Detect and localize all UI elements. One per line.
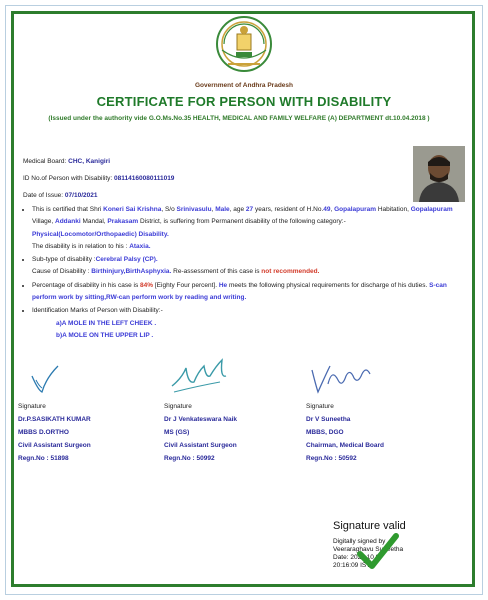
signatory-designation: Civil Assistant Surgeon — [18, 442, 91, 449]
relation-label: The disability is in relation to his : — [32, 242, 128, 250]
text: Mandal, — [82, 218, 106, 226]
text: years, resident of H.No. — [254, 206, 324, 213]
signatory-name: Dr J Venkateswara Naik — [164, 416, 237, 423]
signature-line: 20:16:09 IST — [333, 562, 371, 569]
physical-requirements: S-can perform work by sitting,RW-can perform work by reading and writing. — [32, 281, 447, 302]
relation-value: Ataxia. — [129, 242, 151, 250]
signatory-degree: MBBS D.ORTHO — [18, 429, 69, 436]
pwd-id-label: ID No.of Person with Disability: — [23, 175, 113, 182]
text: , — [211, 206, 214, 213]
signatory-designation: Chairman, Medical Board — [306, 442, 385, 449]
certificate-page — [5, 5, 483, 595]
text: , S/o — [161, 206, 175, 213]
signatory-name: Dr.P.SASIKATH KUMAR — [18, 416, 91, 423]
mandal: Addanki — [55, 218, 81, 226]
certificate-subtitle: (Issued under the authority vide G.O.Ms.No.35 HEALTH, MEDICAL AND FAMILY WELFARE (A) DEPARTMENT dt.10.04.2018 ) — [48, 115, 430, 122]
text: [Eighty Four percent]. — [154, 281, 218, 289]
signatory-regn: Regn.No : 51898 — [18, 455, 69, 462]
text: Habitation, — [377, 206, 409, 213]
text: , age — [229, 206, 245, 213]
certificate-body — [20, 204, 460, 343]
signature-line: Veeraraghavu Suneetha — [333, 546, 404, 553]
disability-category: Physical(Locomotor/Orthopaedic) Disability. — [32, 230, 169, 238]
village: Gopalapuram — [410, 206, 453, 213]
marks-label: Identification Marks of Person with Disability:- — [32, 307, 163, 315]
signatory-regn: Regn.No : 50992 — [164, 455, 215, 462]
signatory-designation: Civil Assistant Surgeon — [164, 442, 237, 449]
gender: Male — [215, 206, 230, 213]
medical-board-line — [23, 158, 110, 165]
cause-value: Birthinjury,BirthAsphyxia. — [91, 268, 172, 276]
handwritten-signature-1 — [18, 356, 98, 398]
signature-valid-title: Signature valid — [333, 520, 406, 532]
house-number: 49 — [323, 206, 331, 213]
subtype-value: Cerebral Palsy (CP). — [95, 256, 158, 264]
identification-marks — [32, 305, 460, 342]
district: Prakasam — [107, 218, 139, 226]
subtype-statement — [32, 254, 460, 279]
applicant-photo — [413, 146, 465, 202]
text: Village, — [32, 218, 54, 226]
age: 27 — [245, 206, 254, 213]
certificate-title: CERTIFICATE FOR PERSON WITH DISABILITY — [96, 94, 392, 109]
pwd-id-line — [23, 175, 174, 182]
disability-percentage: 84% — [140, 281, 154, 289]
medical-board-label: Medical Board: — [23, 158, 67, 165]
text: meets the following physical requirements for discharge of his duties. — [228, 281, 428, 289]
text: Percentage of disability in his case is — [32, 281, 139, 289]
cause-label: Cause of Disability : — [32, 268, 90, 276]
government-name: Government of Andhra Pradesh — [195, 82, 293, 89]
handwritten-signature-2 — [164, 356, 244, 398]
pwd-id-value: 08114160080111019 — [114, 175, 175, 182]
habitation: Gopalapuram — [334, 206, 377, 213]
signatory-degree: MS (GS) — [164, 429, 190, 436]
signature-line: Date: 2021.10.07 — [333, 554, 383, 561]
signatory-regn: Regn.No : 50592 — [306, 455, 357, 462]
text: This is certified that Shri — [32, 206, 102, 213]
signatory-2 — [164, 356, 294, 465]
person-name: Koneri Sai Krishna — [103, 206, 162, 213]
issue-date-line — [23, 192, 97, 199]
signatory-3 — [306, 356, 436, 465]
reassess-text: Re-assessment of this case is — [173, 268, 260, 276]
signatory-name: Dr V Suneetha — [306, 416, 351, 423]
text: District, is suffering from Permanent disability of the following category:- — [139, 218, 346, 226]
checkmark-icon — [352, 526, 404, 578]
state-emblem-icon — [214, 14, 274, 78]
mark-item: b)A MOLE ON THE UPPER LIP . — [56, 331, 154, 339]
subtype-label: Sub-type of disability : — [32, 256, 96, 264]
pronoun: He — [218, 281, 228, 289]
signatory-1 — [18, 356, 148, 465]
percentage-statement — [32, 280, 460, 305]
text: , — [330, 206, 333, 213]
mark-item: a)A MOLE IN THE LEFT CHEEK . — [56, 319, 157, 327]
father-name: Srinivasulu — [176, 206, 212, 213]
signature-label: Signature — [164, 403, 192, 410]
certification-statement — [32, 204, 460, 253]
signatory-degree: MBBS, DGO — [306, 429, 344, 436]
handwritten-signature-3 — [306, 356, 386, 398]
signature-line: Digitally signed by — [333, 538, 386, 545]
medical-board-value: CHC, Kanigiri — [68, 158, 111, 165]
reassess-value: not recommended. — [261, 268, 320, 276]
issue-date-label: Date of Issue: — [23, 192, 64, 199]
signature-label: Signature — [306, 403, 334, 410]
issue-date-value: 07/10/2021 — [64, 192, 98, 199]
signature-label: Signature — [18, 403, 46, 410]
